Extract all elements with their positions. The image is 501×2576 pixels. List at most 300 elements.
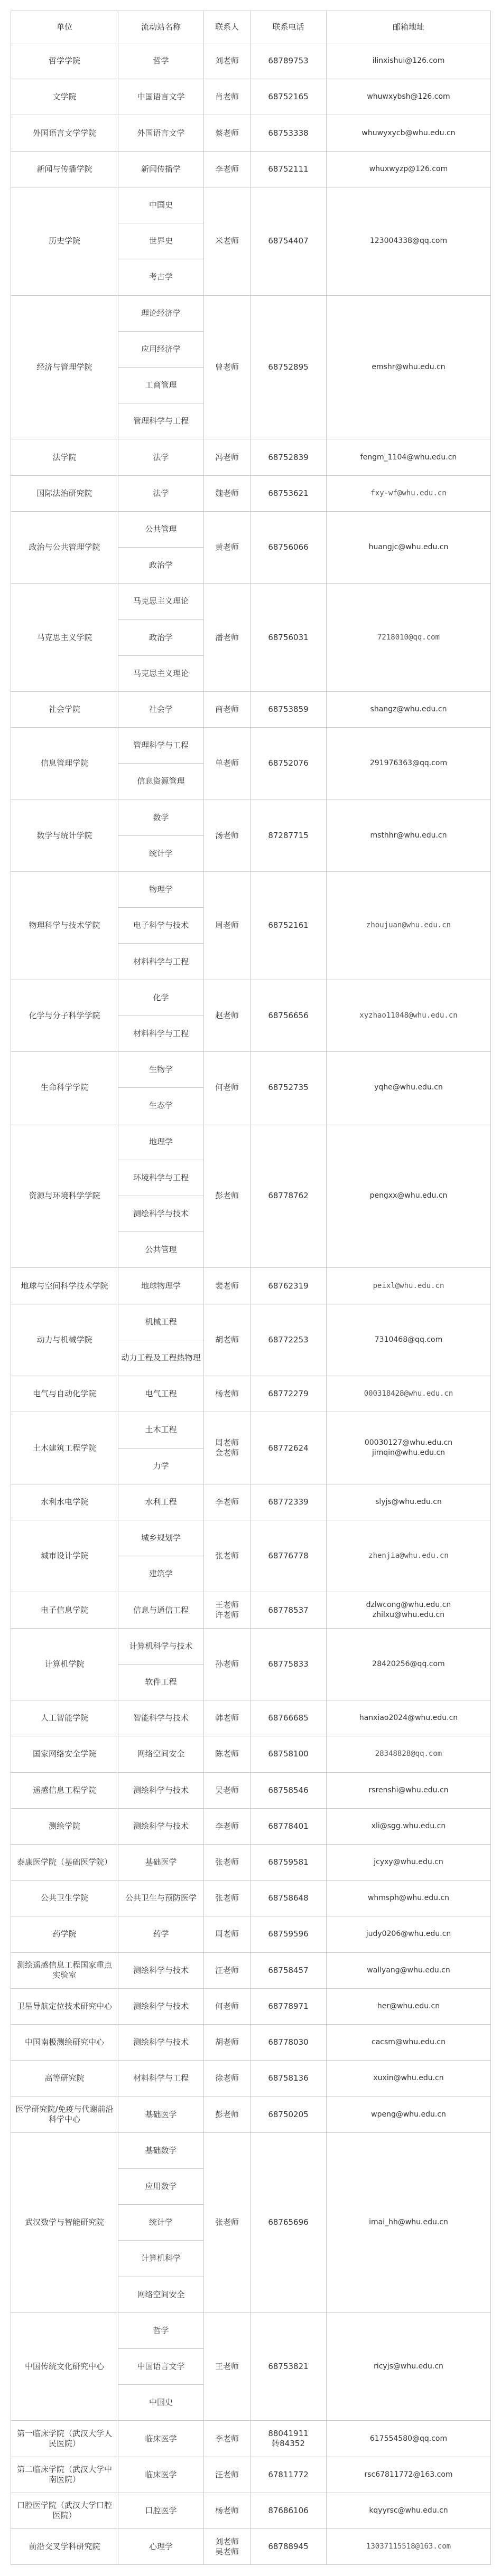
phone-number: 88041911	[268, 2429, 309, 2439]
email-cell	[327, 584, 491, 692]
table-row	[11, 475, 491, 511]
email-cell	[327, 79, 491, 115]
email-address: 291976363@qq.com	[369, 759, 448, 768]
contact-cell	[204, 1052, 251, 1124]
email-address: wallyang@whu.edu.cn	[367, 1966, 450, 1975]
phone-cell	[251, 1412, 327, 1484]
phone-number: 68772253	[268, 1334, 309, 1345]
contact-cell	[204, 2312, 251, 2421]
table-row	[11, 1952, 491, 1988]
unit-cell: 电气与自动化学院	[11, 1376, 118, 1412]
contact-cell	[204, 728, 251, 800]
contact-name: 蔡老师	[215, 128, 239, 138]
email-address: zhilxu@whu.edu.cn	[372, 1611, 445, 1620]
unit-cell: 国际法治研究院	[11, 475, 118, 511]
unit-cell: 动力与机械学院	[11, 1304, 118, 1376]
contact-cell	[204, 439, 251, 475]
station-cell: 信息与通信工程	[118, 1592, 204, 1628]
table-row	[11, 2096, 491, 2132]
phone-number: 68752735	[268, 1083, 309, 1093]
contact-name: 裴老师	[215, 1281, 239, 1291]
unit-cell: 公共卫生学院	[11, 1881, 118, 1916]
contact-cell	[204, 1592, 251, 1628]
unit-cell: 国家网络安全学院	[11, 1736, 118, 1772]
unit-cell: 医学研究院/免疫与代谢前沿科学中心	[11, 2096, 118, 2132]
phone-number: 87686106	[268, 2505, 309, 2515]
unit-cell: 测绘遥感信息工程国家重点实验室	[11, 1952, 118, 1988]
contact-cell	[204, 1952, 251, 1988]
contact-name: 何老师	[215, 1083, 239, 1093]
station-cell: 网络空间安全	[118, 2277, 204, 2312]
phone-number: 68752839	[268, 452, 309, 462]
station-cell: 理论经济学	[118, 295, 204, 331]
email-address: zhenjia@whu.edu.cn	[368, 1552, 449, 1560]
contact-name: 周老师	[215, 1438, 239, 1448]
email-cell	[327, 1881, 491, 1916]
station-cell: 管理科学与工程	[118, 403, 204, 439]
email-cell	[327, 1844, 491, 1880]
email-address: whuwxybsh@126.com	[367, 92, 450, 101]
contact-cell	[204, 1988, 251, 2024]
phone-cell	[251, 187, 327, 295]
email-address: whuwyxycb@whu.edu.cn	[361, 128, 456, 137]
email-cell	[327, 1736, 491, 1772]
station-cell: 测绘科学与技术	[118, 1196, 204, 1232]
email-cell	[327, 2096, 491, 2132]
unit-cell: 卫星导航定位技术研究中心	[11, 1988, 118, 2024]
postdoc-stations-table	[11, 11, 491, 2565]
contact-name: 张老师	[215, 1551, 239, 1561]
table-row	[11, 800, 491, 835]
table-row	[11, 728, 491, 764]
email-cell	[327, 1376, 491, 1412]
phone-number: 68778030	[268, 2037, 309, 2047]
contact-cell	[204, 2529, 251, 2565]
email-cell	[327, 43, 491, 79]
contact-cell	[204, 1772, 251, 1808]
unit-cell: 电子信息学院	[11, 1592, 118, 1628]
contact-cell	[204, 1376, 251, 1412]
contact-cell	[204, 475, 251, 511]
email-address: wpeng@whu.edu.cn	[371, 2110, 446, 2119]
table-row	[11, 1988, 491, 2024]
phone-cell	[251, 1052, 327, 1124]
email-cell	[327, 187, 491, 295]
phone-number: 68772339	[268, 1497, 309, 1507]
contact-cell	[204, 1484, 251, 1520]
email-address: fengm_1104@whu.edu.cn	[360, 453, 457, 462]
phone-cell	[251, 1376, 327, 1412]
phone-number: 68778762	[268, 1191, 309, 1200]
phone-number: 68758546	[268, 1785, 309, 1795]
contact-cell	[204, 1412, 251, 1484]
unit-cell: 测绘学院	[11, 1808, 118, 1844]
unit-cell: 政治与公共管理学院	[11, 511, 118, 583]
email-address: shangz@whu.edu.cn	[370, 705, 447, 714]
station-cell: 心理学	[118, 2529, 204, 2565]
email-address: her@whu.edu.cn	[377, 2001, 440, 2010]
table-row	[11, 1592, 491, 1628]
station-cell: 生态学	[118, 1088, 204, 1124]
station-cell: 测绘科学与技术	[118, 1772, 204, 1808]
contact-name: 刘老师	[215, 2536, 239, 2546]
phone-number: 68758136	[268, 2073, 309, 2083]
unit-cell: 外国语言文学学院	[11, 115, 118, 151]
email-cell	[327, 2132, 491, 2312]
phone-number: 68759596	[268, 1929, 309, 1939]
station-cell: 外国语言文学	[118, 115, 204, 151]
email-address: 28348828@qq.com	[375, 1750, 442, 1759]
phone-cell	[251, 1124, 327, 1268]
station-cell: 中国史	[118, 2385, 204, 2421]
table-row	[11, 1772, 491, 1808]
contact-cell	[204, 2457, 251, 2493]
email-address: cacsm@whu.edu.cn	[372, 2038, 446, 2047]
contact-name: 黄老师	[215, 542, 239, 552]
phone-cell	[251, 1952, 327, 1988]
station-cell: 材料科学与工程	[118, 1016, 204, 1051]
unit-cell: 药学院	[11, 1916, 118, 1952]
unit-cell: 历史学院	[11, 187, 118, 295]
phone-number: 68778401	[268, 1821, 309, 1831]
contact-cell	[204, 295, 251, 439]
phone-cell	[251, 511, 327, 583]
station-cell: 新闻传播学	[118, 151, 204, 187]
contact-cell	[204, 79, 251, 115]
contact-cell	[204, 2493, 251, 2528]
table-row	[11, 2457, 491, 2493]
email-cell	[327, 2025, 491, 2061]
email-address: 28420256@qq.com	[372, 1659, 445, 1668]
station-cell: 统计学	[118, 2205, 204, 2241]
phone-cell	[251, 1988, 327, 2024]
phone-cell	[251, 1484, 327, 1520]
station-cell: 计算机科学与技术	[118, 1628, 204, 1664]
phone-number: 68752111	[268, 164, 309, 174]
station-cell: 应用经济学	[118, 331, 204, 367]
email-address: ricyjs@whu.edu.cn	[374, 2362, 443, 2371]
contact-name: 许老师	[215, 1610, 239, 1620]
email-address: rsc67811772@163.com	[364, 2470, 453, 2479]
phone-cell	[251, 1736, 327, 1772]
contact-name: 何老师	[215, 2001, 239, 2011]
contact-cell	[204, 43, 251, 79]
phone-number: 68758648	[268, 1893, 309, 1903]
contact-name: 彭老师	[215, 2109, 239, 2119]
station-cell: 基础医学	[118, 2096, 204, 2132]
unit-cell: 第二临床学院（武汉大学中南医院）	[11, 2457, 118, 2493]
phone-cell	[251, 1268, 327, 1304]
table-body	[11, 43, 491, 2565]
table-row	[11, 115, 491, 151]
phone-number: 68759581	[268, 1857, 309, 1867]
header-phone: 联系电话	[251, 11, 327, 43]
contact-cell	[204, 2025, 251, 2061]
unit-cell: 高等研究院	[11, 2061, 118, 2096]
table-row	[11, 295, 491, 331]
email-address: 7310468@qq.com	[374, 1335, 443, 1344]
unit-cell: 数学与统计学院	[11, 800, 118, 871]
table-row	[11, 1412, 491, 1448]
station-cell: 社会学	[118, 691, 204, 727]
phone-cell	[251, 584, 327, 692]
contact-cell	[204, 980, 251, 1051]
station-cell: 公共管理	[118, 511, 204, 547]
phone-number: 68758100	[268, 1749, 309, 1759]
contact-cell	[204, 1268, 251, 1304]
station-cell: 临床医学	[118, 2421, 204, 2457]
unit-cell: 泰康医学院（基础医学院）	[11, 1844, 118, 1880]
email-address: 123004338@qq.com	[369, 237, 448, 246]
unit-cell: 武汉数学与智能研究院	[11, 2132, 118, 2312]
station-cell: 计算机科学	[118, 2241, 204, 2277]
station-cell: 中国语言文学	[118, 2349, 204, 2385]
email-cell	[327, 1268, 491, 1304]
table-row	[11, 1916, 491, 1952]
station-cell: 马克思主义理论	[118, 584, 204, 619]
email-address: rsrenshi@whu.edu.cn	[368, 1785, 449, 1794]
email-cell	[327, 1916, 491, 1952]
table-row	[11, 439, 491, 475]
station-cell: 政治学	[118, 619, 204, 655]
table-row	[11, 1376, 491, 1412]
unit-cell: 哲学学院	[11, 43, 118, 79]
station-cell: 环境科学与工程	[118, 1160, 204, 1196]
email-address: 00030127@whu.edu.cn	[364, 1439, 453, 1447]
table-row	[11, 2529, 491, 2565]
unit-cell: 信息管理学院	[11, 728, 118, 800]
phone-cell	[251, 2025, 327, 2061]
station-cell: 测绘科学与技术	[118, 1988, 204, 2024]
contact-cell	[204, 1881, 251, 1916]
unit-cell: 中国传统文化研究中心	[11, 2312, 118, 2421]
unit-cell: 社会学院	[11, 691, 118, 727]
contact-name: 周老师	[215, 920, 239, 930]
contact-cell	[204, 187, 251, 295]
email-cell	[327, 1700, 491, 1736]
table-row	[11, 1268, 491, 1304]
contact-name: 周老师	[215, 1929, 239, 1939]
station-cell: 基础数学	[118, 2132, 204, 2168]
table-row	[11, 187, 491, 223]
station-cell: 哲学	[118, 43, 204, 79]
station-cell: 城乡规划学	[118, 1520, 204, 1556]
phone-cell	[251, 2312, 327, 2421]
station-cell: 软件工程	[118, 1664, 204, 1700]
contact-name: 李老师	[215, 2433, 239, 2443]
email-cell	[327, 475, 491, 511]
station-cell: 测绘科学与技术	[118, 1808, 204, 1844]
contact-cell	[204, 1916, 251, 1952]
station-cell: 药学	[118, 1916, 204, 1952]
unit-cell: 人工智能学院	[11, 1700, 118, 1736]
station-cell: 动力工程及工程热物理	[118, 1340, 204, 1376]
unit-cell: 口腔医学院（武汉大学口腔医院）	[11, 2493, 118, 2528]
email-address: dzlwcong@whu.edu.cn	[366, 1601, 451, 1610]
station-cell: 数学	[118, 800, 204, 835]
contact-cell	[204, 1808, 251, 1844]
contact-name: 冯老师	[215, 452, 239, 462]
email-cell	[327, 1592, 491, 1628]
contact-name: 张老师	[215, 1893, 239, 1903]
table-row	[11, 1736, 491, 1772]
email-address: pengxx@whu.edu.cn	[369, 1191, 448, 1200]
station-cell: 考古学	[118, 259, 204, 295]
contact-cell	[204, 511, 251, 583]
contact-name: 吴老师	[215, 2546, 239, 2556]
contact-name: 金老师	[215, 1448, 239, 1458]
unit-cell: 生命科学学院	[11, 1052, 118, 1124]
email-cell	[327, 2421, 491, 2457]
station-cell: 马克思主义理论	[118, 655, 204, 691]
contact-cell	[204, 1844, 251, 1880]
station-cell: 生物学	[118, 1052, 204, 1088]
contact-name: 李老师	[215, 164, 239, 174]
phone-cell	[251, 1772, 327, 1808]
contact-cell	[204, 2061, 251, 2096]
phone-number: 68754407	[268, 236, 309, 246]
contact-cell	[204, 584, 251, 692]
station-cell: 口腔医学	[118, 2493, 204, 2528]
email-cell	[327, 800, 491, 871]
station-cell: 地理学	[118, 1124, 204, 1160]
header-email: 邮箱地址	[327, 11, 491, 43]
email-address: slyjs@whu.edu.cn	[375, 1497, 442, 1506]
station-cell: 材料科学与工程	[118, 944, 204, 980]
email-cell	[327, 295, 491, 439]
unit-cell: 法学院	[11, 439, 118, 475]
phone-cell	[251, 1916, 327, 1952]
station-cell: 临床医学	[118, 2457, 204, 2493]
unit-cell: 地球与空间科学技术学院	[11, 1268, 118, 1304]
contact-cell	[204, 1124, 251, 1268]
table-row	[11, 1700, 491, 1736]
phone-cell	[251, 439, 327, 475]
email-cell	[327, 691, 491, 727]
contact-name: 李老师	[215, 1497, 239, 1507]
station-cell: 政治学	[118, 548, 204, 584]
station-cell: 中国史	[118, 187, 204, 223]
contact-name: 商老师	[215, 704, 239, 714]
email-cell	[327, 2493, 491, 2528]
station-cell: 世界史	[118, 223, 204, 259]
phone-cell	[251, 1592, 327, 1628]
table-row	[11, 2132, 491, 2168]
header-contact: 联系人	[204, 11, 251, 43]
table-row	[11, 2061, 491, 2096]
station-cell: 管理科学与工程	[118, 728, 204, 764]
unit-cell: 经济与管理学院	[11, 295, 118, 439]
table-row	[11, 2421, 491, 2457]
email-cell	[327, 1772, 491, 1808]
phone-number: 68765696	[268, 2217, 309, 2227]
contact-name: 曾老师	[215, 362, 239, 372]
contact-name: 彭老师	[215, 1191, 239, 1200]
table-row	[11, 151, 491, 187]
phone-cell	[251, 151, 327, 187]
email-address: jcyxy@whu.edu.cn	[374, 1858, 443, 1867]
unit-cell: 遥感信息工程学院	[11, 1772, 118, 1808]
phone-cell	[251, 1304, 327, 1376]
email-cell	[327, 1484, 491, 1520]
contact-name: 胡老师	[215, 1334, 239, 1345]
station-cell: 哲学	[118, 2312, 204, 2348]
unit-cell: 新闻与传播学院	[11, 151, 118, 187]
station-cell: 地球物理学	[118, 1268, 204, 1304]
email-address: imai_hh@whu.edu.cn	[369, 2218, 448, 2227]
email-cell	[327, 2061, 491, 2096]
station-cell: 电子科学与技术	[118, 908, 204, 944]
email-address: emshr@whu.edu.cn	[372, 362, 446, 371]
station-cell: 工商管理	[118, 367, 204, 403]
phone-number: 68776778	[268, 1551, 309, 1561]
unit-cell: 资源与环境科学学院	[11, 1124, 118, 1268]
phone-cell	[251, 1520, 327, 1592]
phone-cell	[251, 295, 327, 439]
table-row	[11, 1484, 491, 1520]
table-row	[11, 2312, 491, 2348]
phone-number: 转84352	[272, 2439, 305, 2449]
phone-number: 87287715	[268, 830, 309, 840]
phone-cell	[251, 79, 327, 115]
email-cell	[327, 2529, 491, 2565]
phone-number: 68752161	[268, 920, 309, 930]
phone-cell	[251, 980, 327, 1051]
contact-name: 杨老师	[215, 2505, 239, 2515]
phone-cell	[251, 1628, 327, 1700]
station-cell: 统计学	[118, 835, 204, 871]
contact-cell	[204, 151, 251, 187]
contact-cell	[204, 691, 251, 727]
contact-name: 韩老师	[215, 1713, 239, 1723]
unit-cell: 水利水电学院	[11, 1484, 118, 1520]
phone-number: 68750205	[268, 2109, 309, 2119]
email-address: judy0206@whu.edu.cn	[366, 1930, 451, 1939]
email-address: kqyyrsc@whu.edu.cn	[369, 2506, 448, 2515]
email-cell	[327, 1952, 491, 1988]
email-address: ilinxishui@126.com	[372, 57, 445, 65]
contact-name: 汪老师	[215, 1965, 239, 1975]
contact-name: 米老师	[215, 236, 239, 246]
contact-name: 汪老师	[215, 2469, 239, 2479]
contact-cell	[204, 115, 251, 151]
phone-number: 68772279	[268, 1389, 309, 1399]
phone-cell	[251, 2421, 327, 2457]
unit-cell: 第一临床学院（武汉大学人民医院）	[11, 2421, 118, 2457]
email-cell	[327, 1988, 491, 2024]
contact-name: 魏老师	[215, 488, 239, 498]
contact-name: 吴老师	[215, 1785, 239, 1795]
phone-cell	[251, 872, 327, 980]
email-address: zhoujuan@whu.edu.cn	[366, 921, 451, 930]
table-row	[11, 980, 491, 1016]
station-cell: 测绘科学与技术	[118, 1952, 204, 1988]
station-cell: 力学	[118, 1448, 204, 1484]
contact-name: 张老师	[215, 1857, 239, 1867]
table-row	[11, 1124, 491, 1160]
table-row	[11, 43, 491, 79]
contact-name: 胡老师	[215, 2037, 239, 2047]
phone-cell	[251, 2132, 327, 2312]
station-cell: 化学	[118, 980, 204, 1016]
email-cell	[327, 151, 491, 187]
phone-cell	[251, 1881, 327, 1916]
table-row	[11, 511, 491, 547]
contact-name: 李老师	[215, 1821, 239, 1831]
contact-name: 单老师	[215, 758, 239, 768]
email-address: huangjc@whu.edu.cn	[368, 543, 449, 552]
email-address: xuxin@whu.edu.cn	[373, 2074, 444, 2083]
